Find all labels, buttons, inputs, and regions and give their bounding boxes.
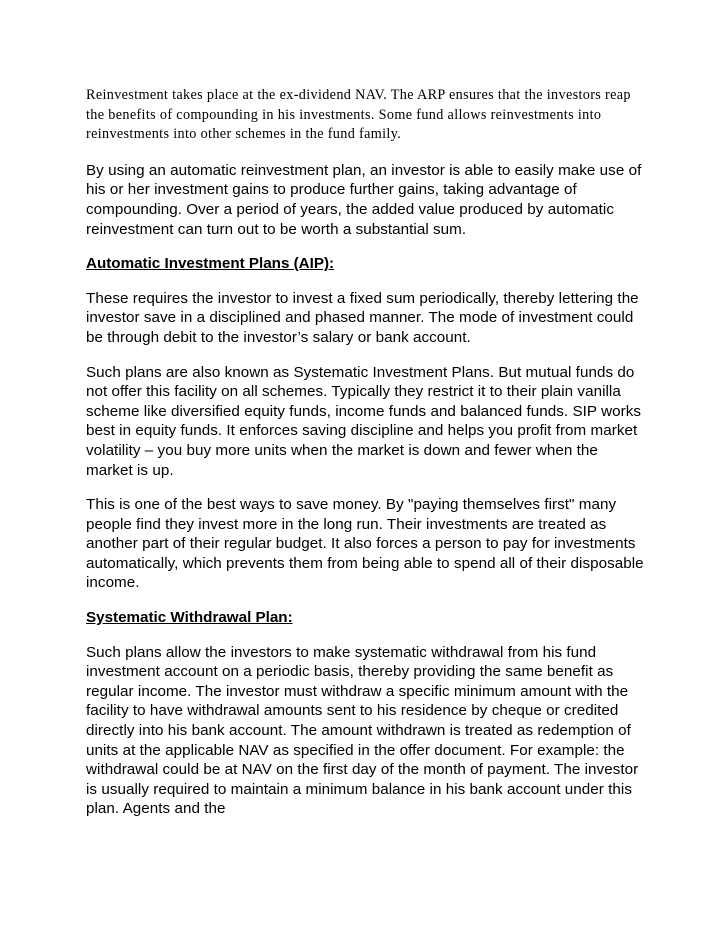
reinvestment-paragraph: By using an automatic reinvestment plan, an investor is able to easily make use of his or her investment gains to produce further gains, taking advantage of compounding. Over a period of years, the added value produced by automatic reinvestment can turn out to be worth a substantial sum.	[86, 161, 642, 238]
aip-paragraph-2: Such plans are also known as Systematic Investment Plans. But mutual funds do not offer this facility on all schemes. Typically they restrict it to their plain vanilla scheme like diversified equity funds, income funds and balanced funds. SIP works best in equity funds. It enforces saving discipline and helps you profit from market volatility – you buy more units when the market is down and fewer when the market is up.	[86, 363, 641, 479]
intro-paragraph: Reinvestment takes place at the ex-dividend NAV. The ARP ensures that the investors reap the benefits of compounding in his investments. Some fund allows reinvestments into reinvestments into other schemes in the fund family.	[86, 87, 631, 143]
aip-paragraph-1: These requires the investor to invest a fixed sum periodically, thereby lettering the investor save in a disciplined and phased manner. The mode of investment could be through debit to the investor’s salary or bank account.	[86, 289, 639, 346]
aip-paragraph-3: This is one of the best ways to save money. By "paying themselves first" many people find they invest more in the long run. Their investments are treated as another part of their regular budget. It also forces a person to pay for investments automatically, which prevents them from being able to spend all of their disposable income.	[86, 496, 644, 592]
swp-heading: Systematic Withdrawal Plan:	[86, 609, 293, 627]
document-page	[86, 86, 646, 834]
aip-heading: Automatic Investment Plans (AIP):	[86, 255, 335, 273]
swp-paragraph: Such plans allow the investors to make systematic withdrawal from his fund investment account on a periodic basis, thereby providing the same benefit as regular income. The investor must withdraw a specific minimum amount with the facility to have withdrawal amounts sent to his residence by cheque or credited directly into his bank account. The amount withdrawn is treated as redemption of units at the applicable NAV as specified in the offer document. For example: the withdrawal could be at NAV on the first day of the month of payment. The investor is usually required to maintain a minimum balance in his bank account under this plan. Agents and the	[86, 643, 639, 818]
